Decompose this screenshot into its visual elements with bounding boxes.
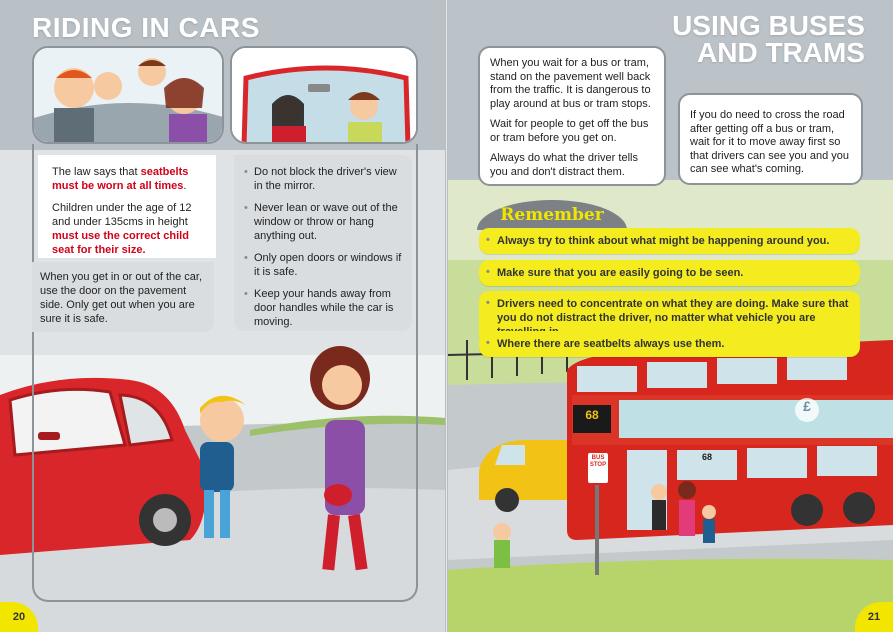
passenger-rules-box xyxy=(234,155,412,331)
left-page xyxy=(0,0,446,632)
remember-item: • Make sure that you are easily going to be seen. xyxy=(479,260,860,286)
list-item: • Do not block the driver's view in the mirror. xyxy=(244,165,402,193)
page-title-riding-in-cars: RIDING IN CARS xyxy=(32,12,260,43)
right-page xyxy=(447,0,893,632)
seatbelt-text: The law says that xyxy=(52,166,141,178)
child-seat-paragraph xyxy=(52,201,202,257)
waiting-at-stop-box xyxy=(478,46,666,186)
passenger-rules-list xyxy=(244,165,402,329)
wait-paragraph: Always do what the driver tells you and don't distract them. xyxy=(490,152,638,178)
list-item: • Keep your hands away from door handles while the car is moving. xyxy=(244,287,402,329)
seatbelt-paragraph xyxy=(52,165,202,193)
title-line-2: AND TRAMS xyxy=(697,37,865,68)
page-number-right: 21 xyxy=(855,602,893,632)
crossing-road-box: If you do need to cross the road after getting off a bus or tram, wait for it to move away first so that drivers can see you and you can see what's coming. xyxy=(678,93,863,185)
wait-paragraph: Wait for people to get off the bus or tram before you get on. xyxy=(490,118,649,144)
page-number-left: 20 xyxy=(0,602,38,632)
page-title-using-buses xyxy=(645,12,865,66)
seatbelt-law-box xyxy=(38,155,216,258)
bus-route-screen: 68 xyxy=(701,452,712,462)
wait-paragraph: When you wait for a bus or tram, stand on the pavement well back from the traffic. It is dangerous to play around at bus or tram stops. xyxy=(490,57,651,110)
red-double-decker-bus xyxy=(567,340,893,540)
bus-stop-sign: BUS STOP xyxy=(589,455,607,468)
list-item: • Only open doors or windows if it is safe. xyxy=(244,251,402,279)
title-line-1: USING BUSES xyxy=(672,10,865,41)
seatbelt-highlight: seatbelts must be worn at all times xyxy=(52,166,189,192)
remember-item: • Always try to think about what might be happening around you. xyxy=(479,228,860,254)
rear-window-illustration xyxy=(232,48,418,144)
book-spine xyxy=(445,0,448,632)
passengers-illustration xyxy=(34,48,224,144)
child-seat-highlight: must use the correct child seat for their size. xyxy=(52,230,189,256)
remember-heading: Remember xyxy=(477,200,627,230)
car-passengers-image xyxy=(32,46,224,144)
bus-route-number: 68 xyxy=(585,408,599,422)
list-item: • Never lean or wave out of the window or throw or hang anything out. xyxy=(244,201,402,243)
child-seat-text: Children under the age of 12 and under 135cms in height xyxy=(52,202,192,228)
seatbelt-suffix: . xyxy=(183,180,187,192)
driver-view-image xyxy=(230,46,418,144)
pavement-door-box: When you get in or out of the car, use the door on the pavement side. Only get out when you are sure it is safe. xyxy=(32,262,214,332)
remember-item: • Drivers need to concentrate on what they are doing. Make sure that you do not distract the driver, no matter what vehicle you are xyxy=(479,291,860,345)
bus-ad-symbol: £ xyxy=(803,398,811,414)
remember-item: • Where there are seatbelts always use them. xyxy=(479,331,860,357)
